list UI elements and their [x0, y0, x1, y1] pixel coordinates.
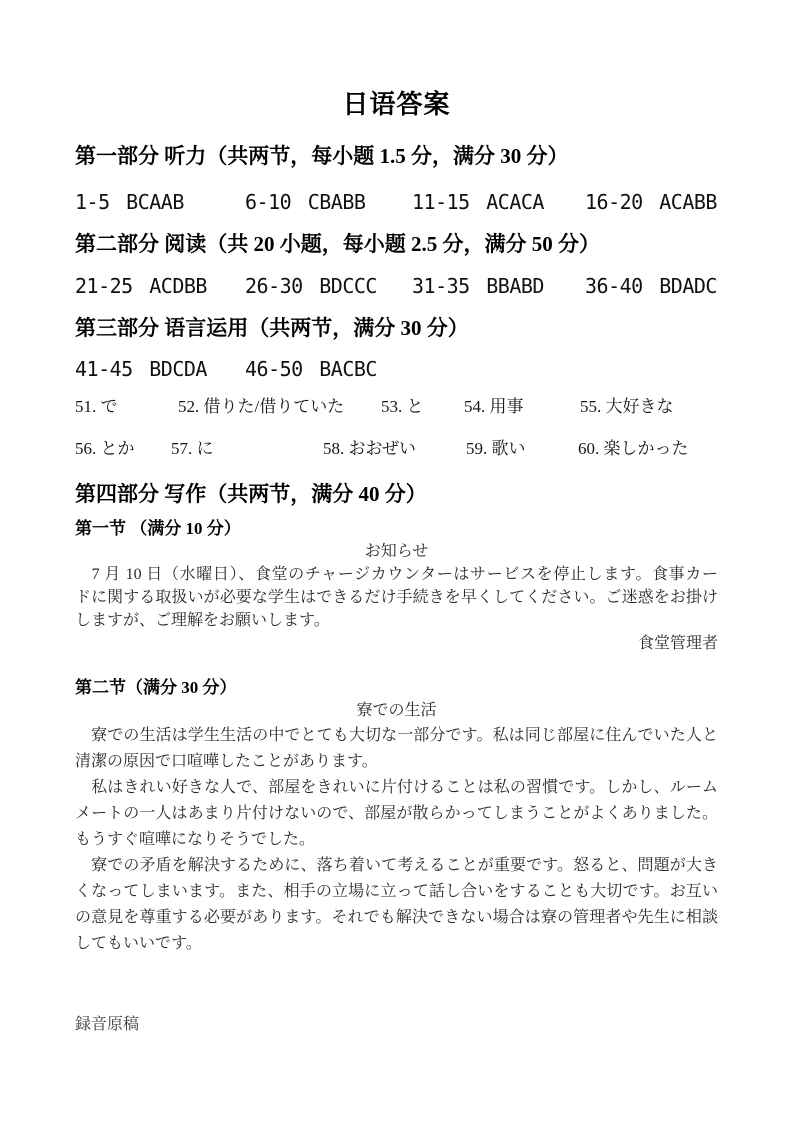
- page-title: 日语答案: [342, 90, 451, 119]
- essay-line: 私はきれい好きな人で、部屋をきれいに片付けることは私の習慣です。しかし、ルーム: [75, 779, 718, 796]
- part3-answers-row: [75, 357, 718, 381]
- blank-answer-53: 53. と: [381, 397, 424, 416]
- answer-group-36-40: 36-40 BDADC: [585, 274, 717, 298]
- section1-heading: 第一节 （满分 10 分）: [75, 519, 241, 538]
- notice-title: お知らせ: [364, 543, 429, 560]
- answer-group-1-5: 1-5 BCAAB: [75, 190, 184, 214]
- answer-group-31-35: 31-35 BBABD: [412, 274, 544, 298]
- notice-line: ドに関する取扱いが必要な学生はできるだけ手続きを早くしてください。ご迷惑をお掛け: [75, 589, 718, 606]
- blank-answer-56: 56. とか: [75, 439, 135, 458]
- essay-line: メートの一人はあまり片付けないので、部屋が散らかってしまうことがよくありました。: [75, 805, 718, 822]
- notice-line: しますが、ご理解をお願いします。: [75, 612, 330, 629]
- essay-line: くなってしまいます。また、相手の立場に立って話し合いをすることも大切です。お互い: [75, 883, 718, 900]
- blank-answer-59: 59. 歌い: [466, 439, 526, 458]
- answer-group-16-20: 16-20 ACABB: [585, 190, 717, 214]
- part1-heading: 第一部分 听力（共两节，每小题 1.5 分，满分 30 分）: [75, 144, 569, 168]
- section2-heading: 第二节（满分 30 分）: [75, 678, 237, 697]
- blank-answer-51: 51. で: [75, 397, 118, 416]
- answer-group-6-10: 6-10 CBABB: [245, 190, 366, 214]
- answer-group-21-25: 21-25 ACDBB: [75, 274, 207, 298]
- answer-group-41-45: 41-45 BDCDA: [75, 357, 207, 381]
- part2-heading: 第二部分 阅读（共 20 小题，每小题 2.5 分，满分 50 分）: [75, 232, 600, 256]
- blank-answer-57: 57. に: [171, 439, 214, 458]
- essay-line: してもいいです。: [75, 935, 202, 952]
- notice-line: 7 月 10 日（水曜日）、食堂のチャージカウンターはサービスを停止します。食事カー: [75, 566, 718, 583]
- essay-title: 寮での生活: [356, 702, 437, 719]
- part2-answers-row: [75, 274, 718, 298]
- part4-heading: 第四部分 写作（共两节，满分 40 分）: [75, 482, 427, 506]
- blank-answer-55: 55. 大好きな: [580, 397, 674, 416]
- answer-group-26-30: 26-30 BDCCC: [245, 274, 377, 298]
- essay-line: 寮での生活は学生生活の中でとても大切な一部分です。私は同じ部屋に住んでいた人と: [75, 727, 718, 744]
- part1-answers-row: [75, 190, 718, 214]
- part3-blanks-row1: [75, 395, 718, 419]
- part3-blanks-row2: [75, 437, 718, 461]
- transcript-label: 録音原稿: [75, 1016, 140, 1033]
- notice-signature: 食堂管理者: [637, 635, 718, 652]
- essay-line: 寮での矛盾を解決するために、落ち着いて考えることが重要です。怒ると、問題が大き: [75, 857, 718, 874]
- blank-answer-58: 58. おおぜい: [323, 439, 416, 458]
- essay-line: の意見を尊重する必要があります。それでも解決できない場合は寮の管理者や先生に相談: [75, 909, 718, 926]
- blank-answer-52: 52. 借りた/借りていた: [178, 397, 345, 416]
- part3-heading: 第三部分 语言运用（共两节，满分 30 分）: [75, 316, 469, 340]
- blank-answer-54: 54. 用事: [464, 397, 524, 416]
- essay-line: 清潔の原因で口喧嘩したことがあります。: [75, 753, 378, 770]
- answer-group-11-15: 11-15 ACACA: [412, 190, 544, 214]
- blank-answer-60: 60. 楽しかった: [578, 439, 689, 458]
- answer-group-46-50: 46-50 BACBC: [245, 357, 377, 381]
- essay-line: もうすぐ喧嘩になりそうでした。: [75, 831, 316, 848]
